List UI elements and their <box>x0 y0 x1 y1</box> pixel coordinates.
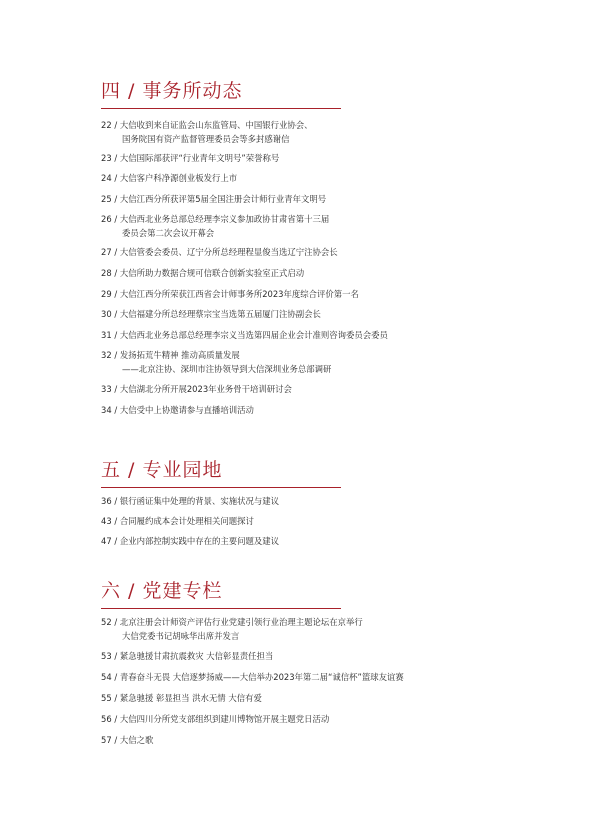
separator: / <box>111 247 120 257</box>
page-number: 31 <box>101 330 112 340</box>
separator: / <box>111 651 120 661</box>
section-title: 六 / 党建专栏 <box>101 580 223 602</box>
toc-item[interactable] <box>101 494 279 508</box>
item-title-line2: ——北京注协、深圳市注协领导到大信深圳业务总部调研 <box>122 364 332 374</box>
toc-item[interactable] <box>101 118 312 146</box>
separator: / <box>111 672 120 682</box>
item-title: 大信福建分所总经理蔡宗宝当选第五届厦门注协副会长 <box>119 309 321 319</box>
item-title: 大信四川分所党支部组织到建川博物馆开展主题党日活动 <box>119 714 330 724</box>
item-title: 大信管委会委员、辽宁分所总经理程显俊当选辽宁注协会长 <box>119 247 338 257</box>
page-number: 22 <box>101 120 112 130</box>
separator: / <box>111 714 120 724</box>
item-title: 大信江西分所荣获江西省会计师事务所2023年度综合评价第一名 <box>119 289 359 299</box>
separator: / <box>111 405 120 415</box>
separator: / <box>111 384 120 394</box>
separator: / <box>111 153 120 163</box>
page-number: 57 <box>101 735 112 745</box>
section-4-header <box>101 79 341 109</box>
item-title-line2: 国务院国有资产监督管理委员会等多封感谢信 <box>122 134 290 144</box>
toc-item[interactable] <box>101 307 321 321</box>
page-number: 33 <box>101 384 112 394</box>
separator: / <box>111 214 120 224</box>
page-number: 23 <box>101 153 112 163</box>
separator: / <box>111 693 120 703</box>
toc-item[interactable] <box>101 151 279 165</box>
item-title: 大信收到来自证监会山东监管局、中国银行业协会、 <box>119 120 313 130</box>
page-number: 25 <box>101 194 112 204</box>
item-title: 大信之歌 <box>119 735 154 745</box>
page-number: 24 <box>101 173 112 183</box>
toc-item[interactable] <box>101 245 338 259</box>
separator: / <box>111 330 120 340</box>
page-number: 29 <box>101 289 112 299</box>
section-divider <box>101 487 341 488</box>
page-number: 53 <box>101 651 112 661</box>
item-title: 合同履约成本会计处理相关问题探讨 <box>119 516 254 526</box>
separator: / <box>111 289 120 299</box>
toc-item[interactable] <box>101 649 273 663</box>
page-number: 54 <box>101 672 112 682</box>
item-title: 发扬拓荒牛精神 推动高质量发展 <box>119 350 240 360</box>
toc-item[interactable] <box>101 403 254 417</box>
toc-item[interactable] <box>101 328 388 342</box>
item-title: 大信西北业务总部总经理李宗义参加政协甘肃省第十三届 <box>119 214 330 224</box>
separator: / <box>111 194 120 204</box>
separator: / <box>111 309 120 319</box>
separator: / <box>111 735 120 745</box>
toc-item[interactable] <box>101 670 404 684</box>
item-title: 银行函证集中处理的背景、实施状况与建议 <box>119 496 279 506</box>
toc-item[interactable] <box>101 615 363 643</box>
page-number: 34 <box>101 405 112 415</box>
item-title: 大信所助力数据合规可信联合创新实验室正式启动 <box>119 268 305 278</box>
page-number: 47 <box>101 536 112 546</box>
toc-item[interactable] <box>101 691 262 705</box>
toc-item[interactable] <box>101 514 254 528</box>
separator: / <box>111 496 120 506</box>
separator: / <box>111 350 120 360</box>
page-number: 27 <box>101 247 112 257</box>
toc-item[interactable] <box>101 348 331 376</box>
section-5-header <box>101 458 341 488</box>
toc-item[interactable] <box>101 712 329 726</box>
section-divider <box>101 608 341 609</box>
toc-item[interactable] <box>101 534 279 548</box>
section-6-header <box>101 579 341 609</box>
page-number: 32 <box>101 350 112 360</box>
separator: / <box>111 268 120 278</box>
toc-item[interactable] <box>101 212 329 240</box>
section-divider <box>101 108 341 109</box>
toc-item[interactable] <box>101 266 304 280</box>
separator: / <box>111 173 120 183</box>
page-number: 36 <box>101 496 112 506</box>
toc-item[interactable] <box>101 382 292 396</box>
item-title: 大信湖北分所开展2023年业务骨干培训研讨会 <box>119 384 292 394</box>
separator: / <box>111 516 120 526</box>
page-number: 55 <box>101 693 112 703</box>
item-title: 大信江西分所获评第5届全国注册会计师行业青年文明号 <box>119 194 327 204</box>
page-number: 56 <box>101 714 112 724</box>
item-title: 大信国际部获评“行业青年文明号”荣誉称号 <box>119 153 280 163</box>
page-number: 43 <box>101 516 112 526</box>
page-number: 28 <box>101 268 112 278</box>
item-title: 大信客户科净源创业板发行上市 <box>119 173 238 183</box>
toc-item[interactable] <box>101 171 237 185</box>
item-title-line2: 大信党委书记胡咏华出席并发言 <box>122 631 240 641</box>
item-title: 紧急驰援 彰显担当 洪水无情 大信有爱 <box>119 693 262 703</box>
toc-item[interactable] <box>101 287 359 301</box>
item-title: 青春奋斗无畏 大信逐梦扬威——大信举办2023年第二届“诚信杯”篮球友谊赛 <box>119 672 404 682</box>
page-number: 26 <box>101 214 112 224</box>
item-title: 紧急驰援甘肃抗震救灾 大信彰显责任担当 <box>119 651 274 661</box>
section-title: 四 / 事务所动态 <box>101 80 243 102</box>
toc-item[interactable] <box>101 733 153 747</box>
item-title: 北京注册会计师资产评估行业党建引领行业治理主题论坛在京举行 <box>119 617 363 627</box>
toc-item[interactable] <box>101 192 326 206</box>
page-number: 30 <box>101 309 112 319</box>
item-title: 企业内部控制实践中存在的主要问题及建议 <box>119 536 279 546</box>
item-title: 大信受中上协邀请参与直播培训活动 <box>119 405 254 415</box>
separator: / <box>111 120 120 130</box>
page-number: 52 <box>101 617 112 627</box>
item-title: 大信西北业务总部总经理李宗义当选第四届企业会计准则咨询委员会委员 <box>119 330 388 340</box>
separator: / <box>111 536 120 546</box>
section-title: 五 / 专业园地 <box>101 459 223 481</box>
item-title-line2: 委员会第二次会议开幕会 <box>122 228 215 238</box>
separator: / <box>111 617 120 627</box>
